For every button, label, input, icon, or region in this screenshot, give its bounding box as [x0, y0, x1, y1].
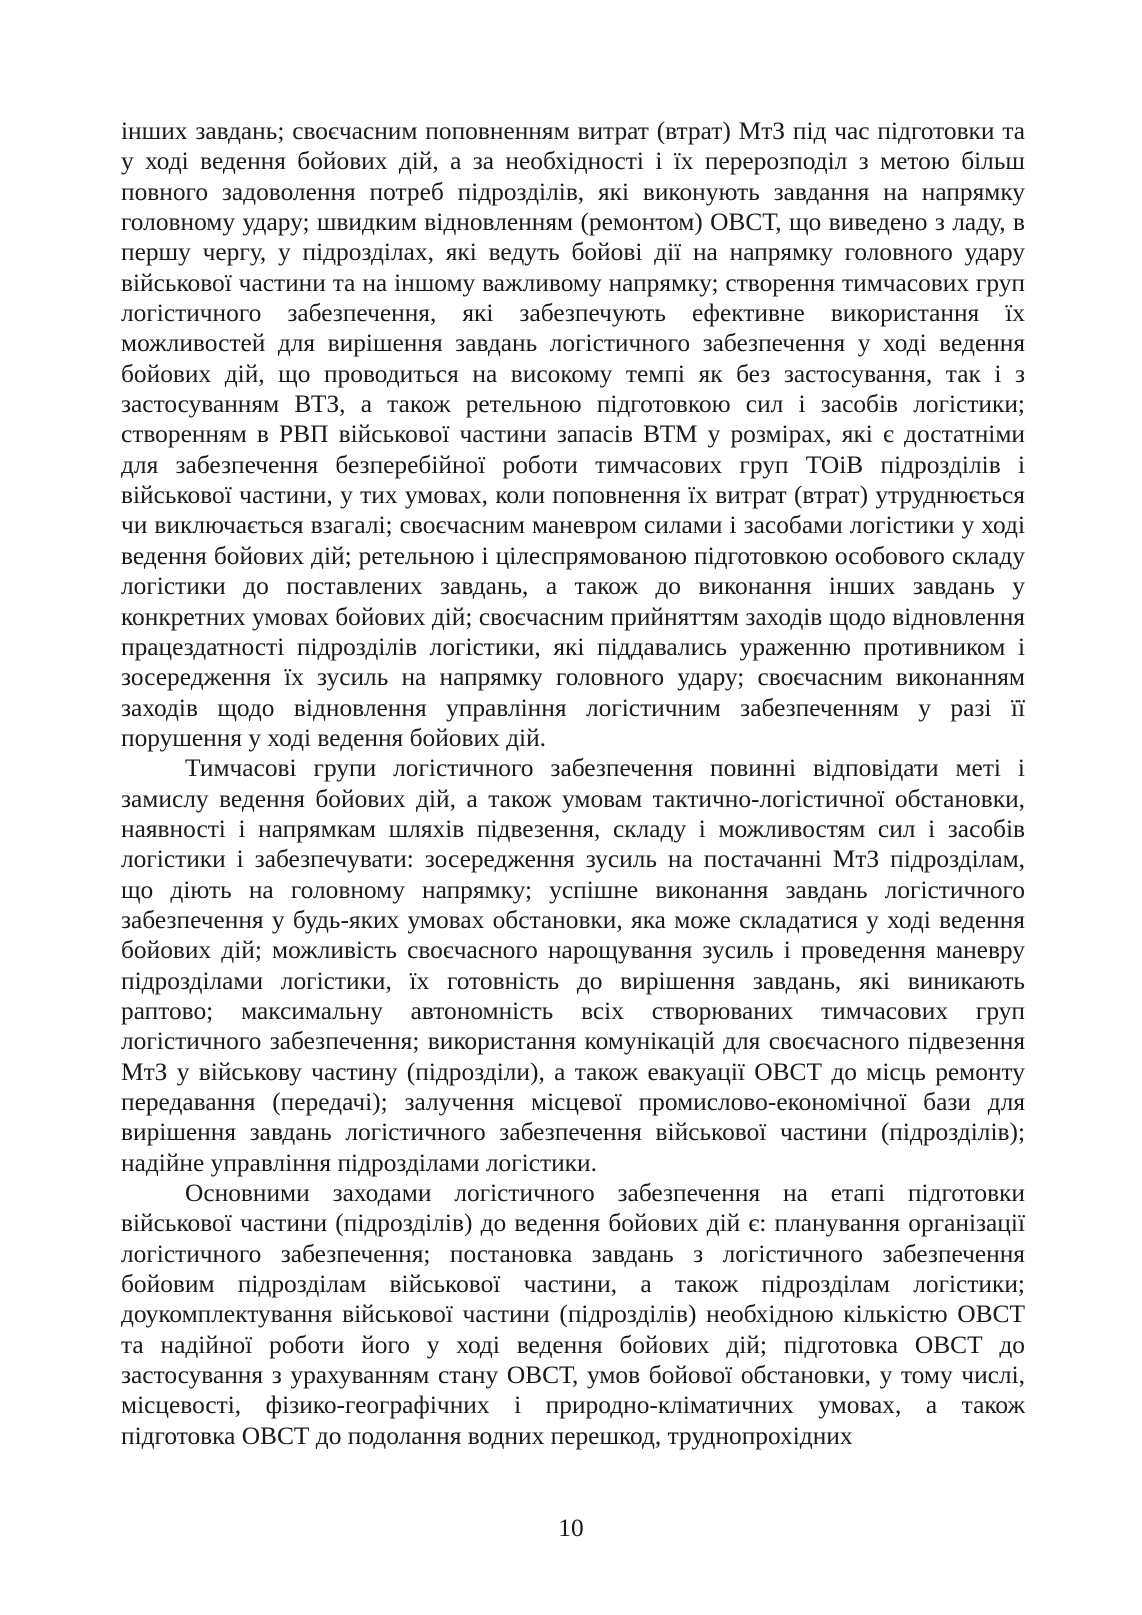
page-body	[121, 116, 1025, 1451]
paragraph-3: Основними заходами логістичного забезпечення на етапі підготовки військової частини (підрозділів) до ведення бойових дій є: планування організації логістичного забезпечення; постановка завдань з логістичного забезпечення бойовим підрозділам військової частини, а також підрозділам логістики; доукомплектування військової частини (підрозділів) необхідною кількістю ОВСТ та надійної роботи його у ході ведення бойових дій; підготовка ОВСТ до застосування з урахуванням стану ОВСТ, умов бойової обстановки, у тому числі, місцевості, фізико-географічних і природно-кліматичних умовах, а також підготовка ОВСТ до подолання водних перешкод, труднопрохідних	[121, 1179, 1025, 1450]
paragraph-1: інших завдань; своєчасним поповненням витрат (втрат) МтЗ під час підготовки та у ході ведення бойових дій, а за необхідності і їх перерозподіл з метою більш повного задоволення потреб підрозділів, які виконують завдання на напрямку головному удару; швидким відновленням (ремонтом) ОВСТ, що виведено з ладу, в першу чергу, у підрозділах, які ведуть бойові дії на напрямку головного удару військової частини та на іншому важливому напрямку; створення тимчасових груп логістичного забезпечення, які забезпечують ефективне використання їх можливостей для вирішення завдань логістичного забезпечення у ході ведення бойових дій, що проводиться на високому темпі як без застосування, так і з застосуванням ВТЗ, а також ретельною підготовкою сил і засобів логістики; створенням в РВП військової частини запасів ВТМ у розмірах, які є достатніми для забезпечення безперебійної роботи тимчасових груп ТОіВ підрозділів і військової частини, у тих умовах, коли поповнення їх витрат (втрат) утруднюється чи виключається взагалі; своєчасним маневром силами і засобами логістики у ході ведення бойових дій; ретельною і цілеспрямованою підготовкою особового складу логістики до поставлених завдань, а також до виконання інших завдань у конкретних умовах бойових дій; своєчасним прийняттям заходів щодо відновлення працездатності підрозділів логістики, які піддавались ураженню противником і зосередження їх зусиль на напрямку головного удару; своєчасним виконанням заходів щодо відновлення управління логістичним забезпеченням у разі її порушення у ході ведення бойових дій.	[121, 117, 1025, 752]
paragraph-2: Тимчасові групи логістичного забезпечення повинні відповідати меті і замислу ведення бойових дій, а також умовам тактично-логістичної обстановки, наявності і напрямкам шляхів підвезення, складу і можливостям сил і засобів логістики і забезпечувати: зосередження зусиль на постачанні МтЗ підрозділам, що діють на головному напрямку; успішне виконання завдань логістичного забезпечення у будь-яких умовах обстановки, яка може складатися у ході ведення бойових дій; можливість своєчасного нарощування зусиль і проведення маневру підрозділами логістики, їх готовність до вирішення завдань, які виникають раптово; максимальну автономність всіх створюваних тимчасових груп логістичного забезпечення; використання комунікацій для своєчасного підвезення МтЗ у військову частину (підрозділи), а також евакуації ОВСТ до місць ремонту передавання (передачі); залучення місцевої промислово-економічної бази для вирішення завдань логістичного забезпечення військової частини (підрозділів); надійне управління підрозділами логістики.	[121, 754, 1025, 1177]
page-number: 10	[558, 1514, 584, 1542]
